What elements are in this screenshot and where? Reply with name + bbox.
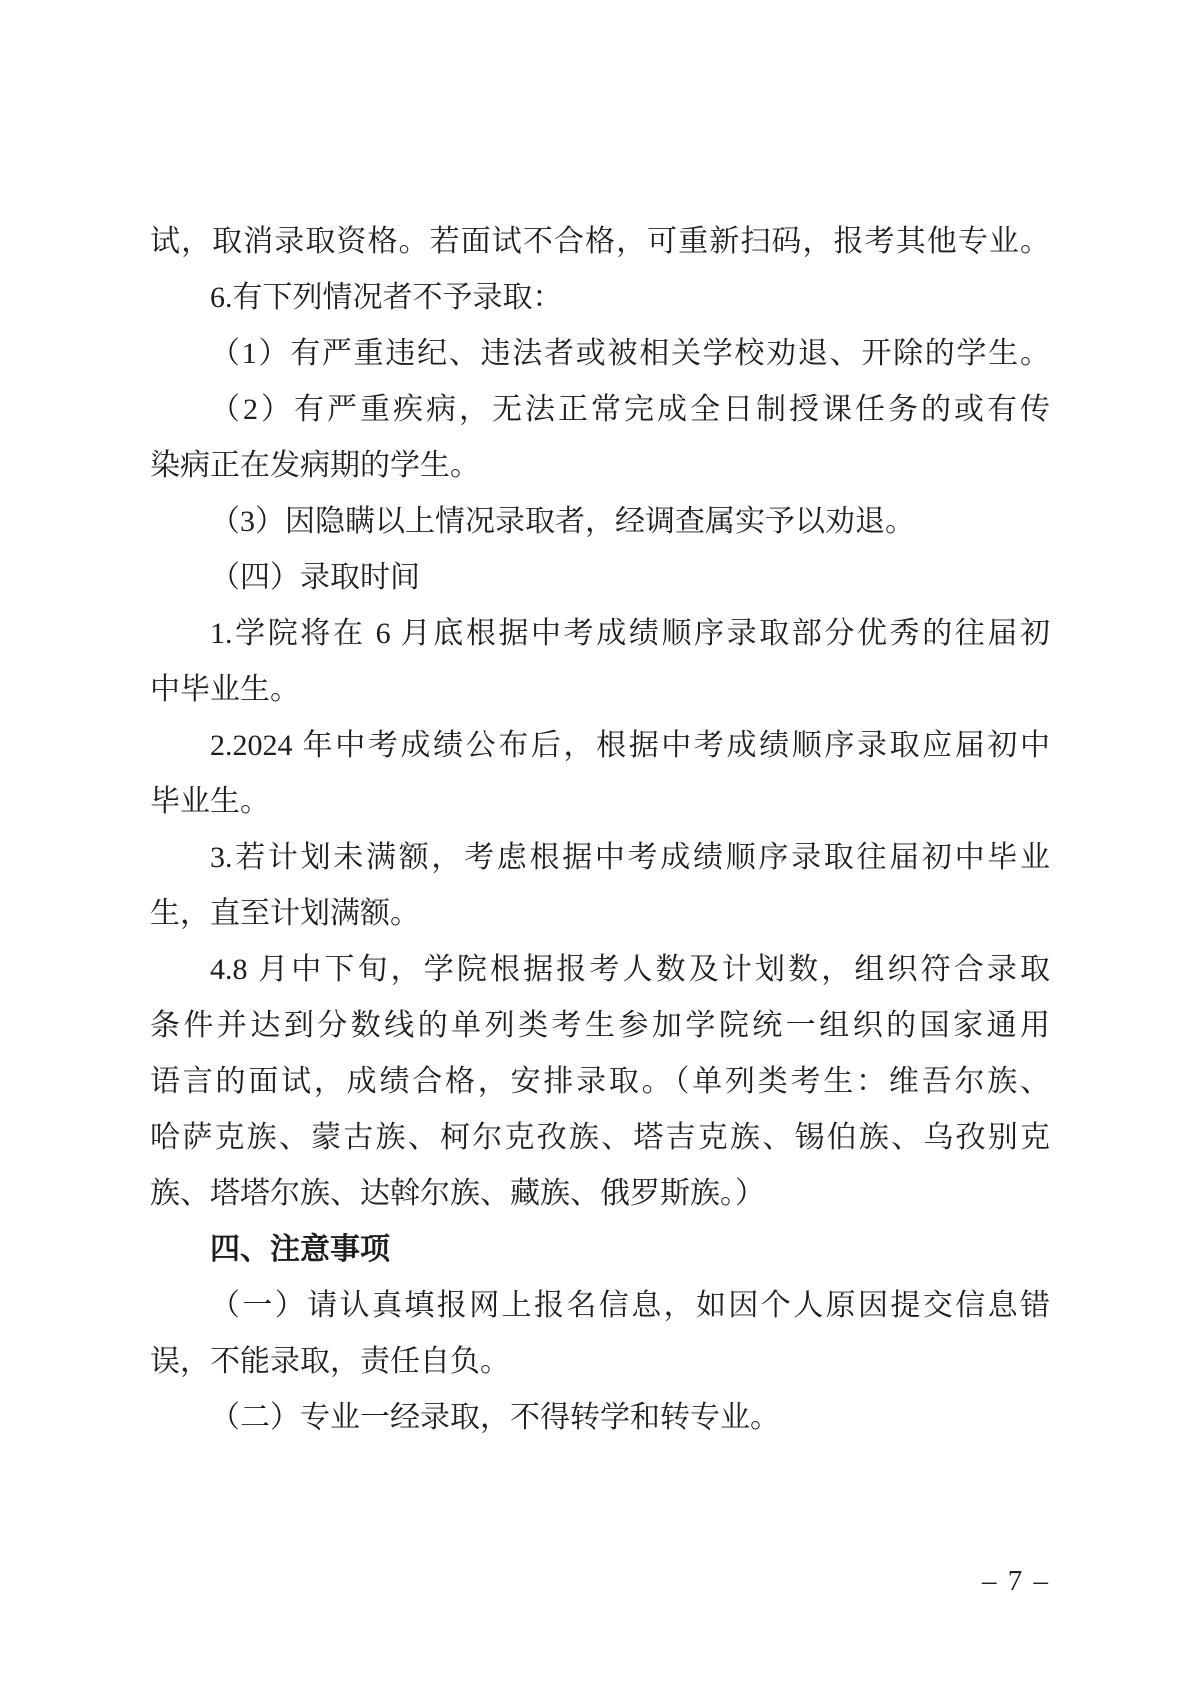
text-line: 毕业生。 [150,785,270,818]
text-line: （1）有严重违纪、违法者或被相关学校劝退、开除的学生。 [210,337,1050,370]
text-line: 条件并达到分数线的单列类考生参加学院统一组织的国家通用 [150,1009,1050,1042]
subsection-heading: （四）录取时间 [210,561,420,594]
text-line: 2.2024 年中考成绩公布后，根据中考成绩顺序录取应届初中 [210,729,1050,762]
text-line: 语言的面试，成绩合格，安排录取。（单列类考生：维吾尔族、 [150,1065,1050,1098]
text-line: （2）有严重疾病，无法正常完成全日制授课任务的或有传 [210,393,1050,426]
text-line: 试，取消录取资格。若面试不合格，可重新扫码，报考其他专业。 [150,225,1050,258]
section-heading: 四、注意事项 [210,1233,390,1266]
text-line: 1.学院将在 6 月底根据中考成绩顺序录取部分优秀的往届初 [210,617,1050,650]
text-line: 3.若计划未满额，考虑根据中考成绩顺序录取往届初中毕业 [210,841,1050,874]
text-line: 生，直至计划满额。 [150,897,420,930]
text-line: 4.8 月中下旬，学院根据报考人数及计划数，组织符合录取 [210,953,1050,986]
text-line: 6.有下列情况者不予录取： [210,281,563,314]
text-line: 误，不能录取，责任自负。 [150,1345,510,1378]
text-line: 染病正在发病期的学生。 [150,449,480,482]
text-line: （3）因隐瞒以上情况录取者，经调查属实予以劝退。 [210,505,915,538]
text-line: 哈萨克族、蒙古族、柯尔克孜族、塔吉克族、锡伯族、乌孜别克 [150,1121,1050,1154]
document-body [150,214,1050,1446]
page-number: – 7 – [982,1565,1050,1597]
text-line: 中毕业生。 [150,673,300,706]
text-line: 族、塔塔尔族、达斡尔族、藏族、俄罗斯族。） [150,1177,765,1210]
text-line: （一）请认真填报网上报名信息，如因个人原因提交信息错 [210,1289,1050,1322]
text-line: （二）专业一经录取，不得转学和转专业。 [210,1401,780,1434]
